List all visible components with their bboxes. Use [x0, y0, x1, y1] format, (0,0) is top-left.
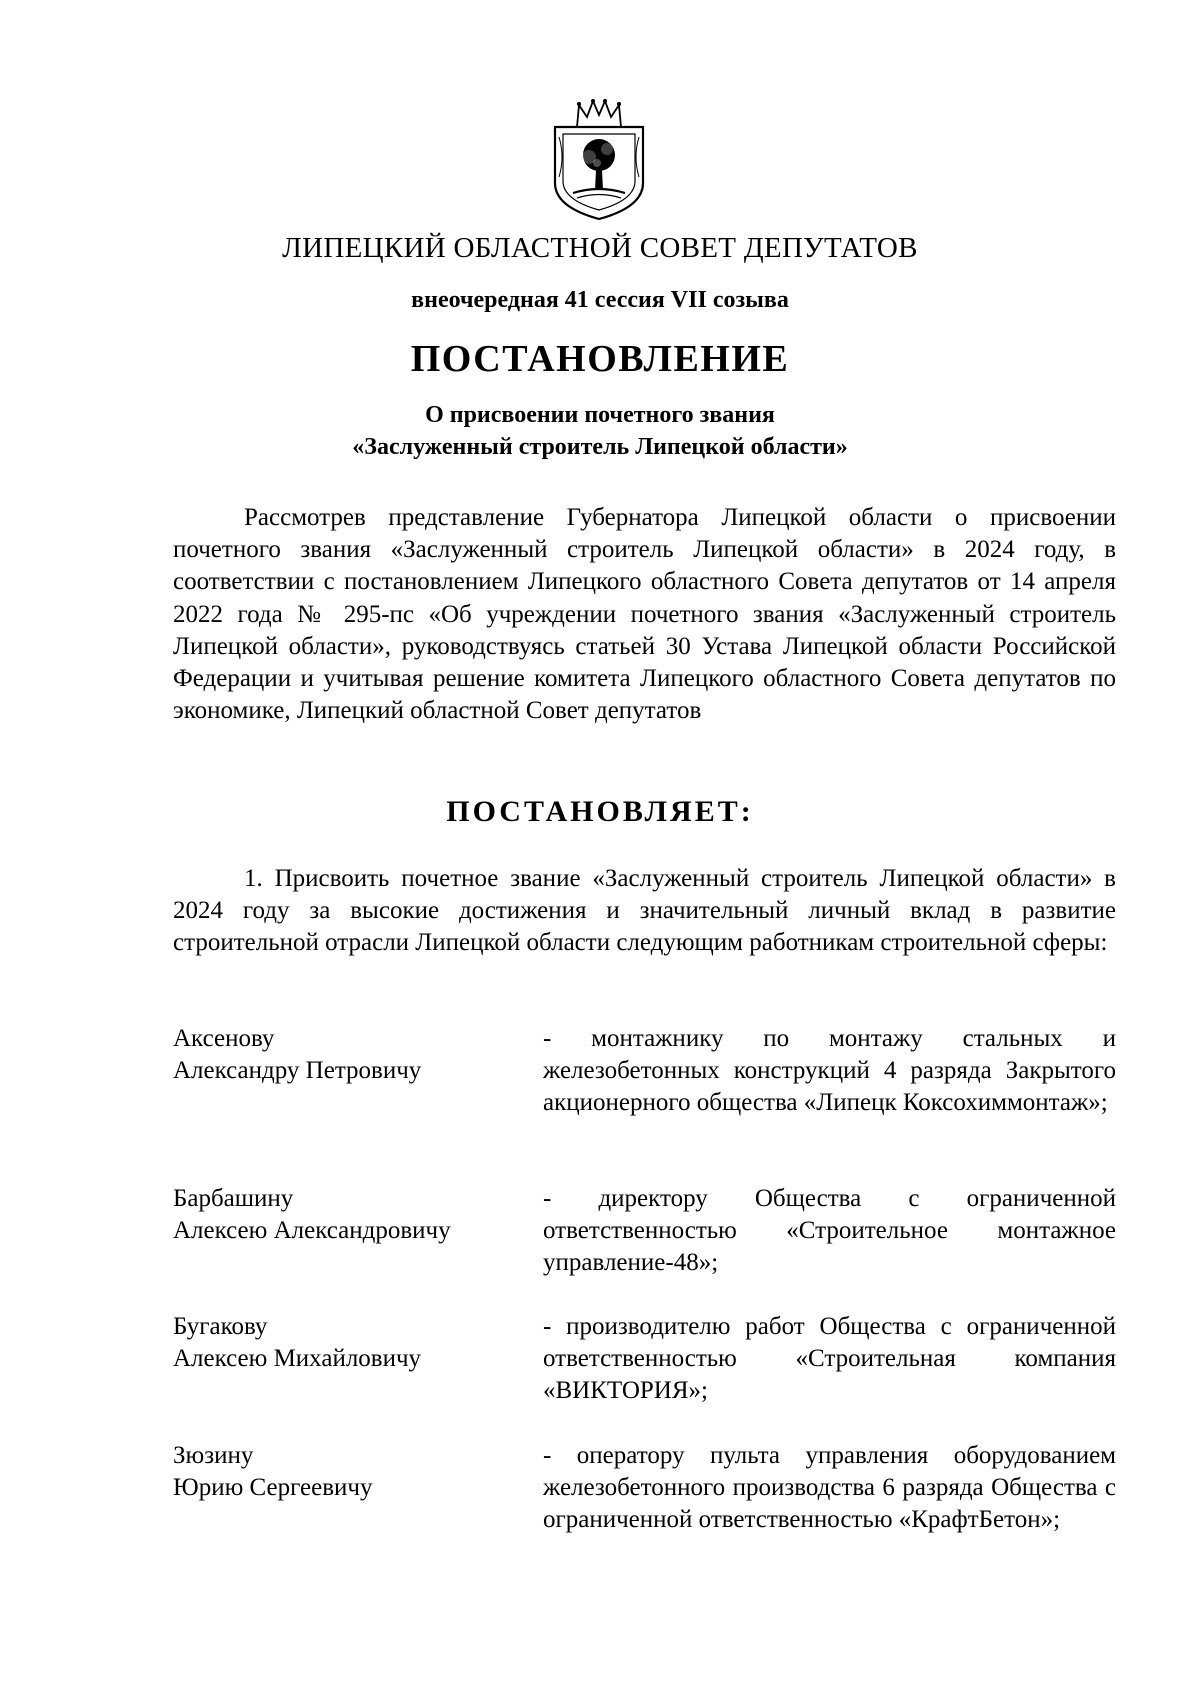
preamble-paragraph: Рассмотрев представление Губернатора Липецкой области о присвоении почетного звания «Заслуженный строитель Липецкой области» в 2024 году, в соответствии с постановлением Липецкого областного Совета депутатов от 14 апреля 2022 года № 295-пс «Об учреждении почетного звания «Заслуженный строитель Липецкой области», руководствуясь статьей 30 Устава Липецкой области Российской Федерации и учитывая решение комитета Липецкого областного Совета депутатов по экономике, Липецкий областной Совет депутатов	[173, 504, 1116, 725]
recipient-position: - монтажнику по монтажу стальных и железобетонных конструкций 4 разряда Закрытого акционерного общества «Липецк Коксохиммонтаж»;	[543, 1025, 1116, 1117]
item-1-paragraph: 1. Присвоить почетное звание «Заслуженный строитель Липецкой области» в 2024 году за высокие достижения и значительный личный вклад в развитие строительной отрасли Липецкой области следующим работникам строительной сферы:	[173, 865, 1116, 957]
recipient-entry	[173, 1440, 1116, 1570]
recipient-surname: Зюзину	[173, 1442, 254, 1469]
recipient-position: - директору Общества с ограниченной ответственностью «Строительное монтажное управление-48»;	[543, 1185, 1116, 1277]
recipient-surname: Аксенову	[173, 1025, 275, 1052]
recipient-name	[173, 1311, 533, 1375]
council-name: ЛИПЕЦКИЙ ОБЛАСТНОЙ СОВЕТ ДЕПУТАТОВ	[282, 232, 918, 264]
recipient-given-names: Юрию Сергеевичу	[173, 1474, 373, 1502]
coat-of-arms-icon	[551, 97, 647, 221]
session-line: внеочередная 41 сессия VII созыва	[411, 287, 789, 313]
recipient-position: - оператору пульта управления оборудованием железобетонного производства 6 разряда Общества с ограниченной ответственностью «КрафтБетон»;	[543, 1442, 1116, 1534]
recipient-name	[173, 1023, 533, 1087]
recipient-entry	[173, 1311, 1116, 1441]
recipient-entry	[173, 1183, 1116, 1313]
recipient-position: - производителю работ Общества с ограниченной ответственностью «Строительная компания «ВИКТОРИЯ»;	[543, 1313, 1116, 1405]
subject-line-2: «Заслуженный строитель Липецкой области»	[352, 434, 848, 460]
document-type: ПОСТАНОВЛЕНИЕ	[410, 338, 790, 380]
recipient-given-names: Алексею Михайловичу	[173, 1345, 422, 1373]
recipient-name	[173, 1440, 533, 1504]
decides-heading: ПОСТАНОВЛЯЕТ:	[446, 795, 754, 828]
recipient-entry	[173, 1023, 1116, 1153]
recipient-given-names: Александру Петровичу	[173, 1057, 422, 1085]
recipient-surname: Бугакову	[173, 1313, 268, 1340]
recipient-given-names: Алексею Александровичу	[173, 1217, 451, 1245]
subject-line-1: О присвоении почетного звания	[425, 402, 775, 428]
recipient-surname: Барбашину	[173, 1185, 294, 1212]
recipient-name	[173, 1183, 533, 1247]
